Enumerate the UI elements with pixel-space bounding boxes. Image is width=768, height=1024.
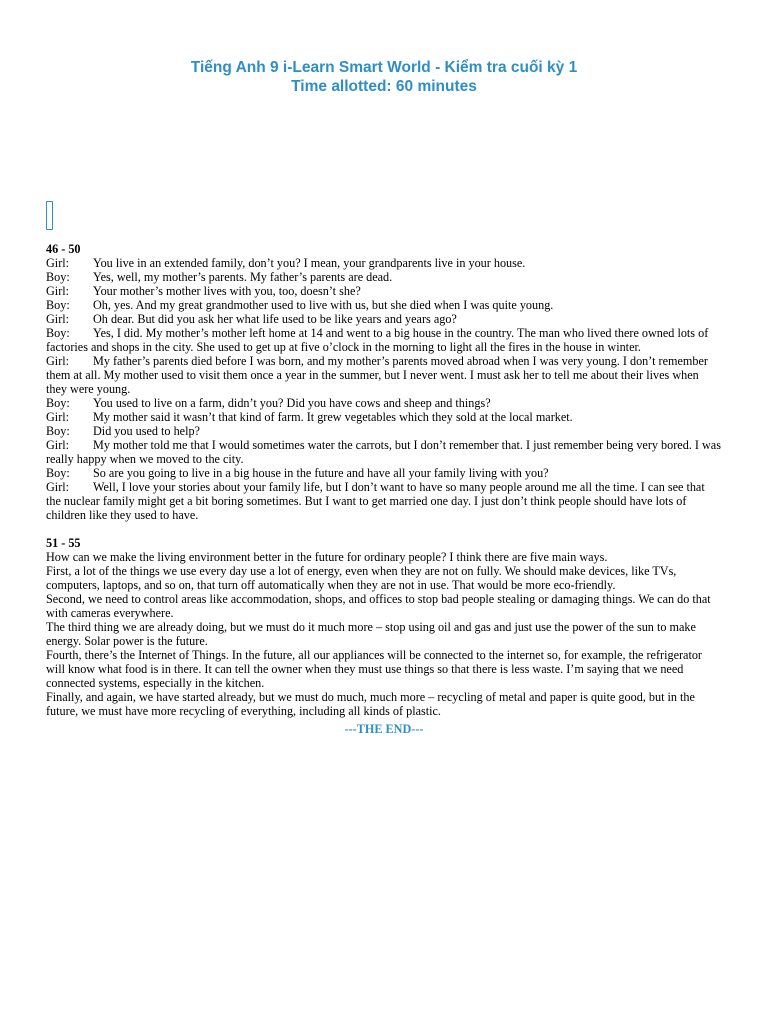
page-title: Tiếng Anh 9 i-Learn Smart World - Kiểm tra cuối kỳ 1 — [190, 59, 578, 76]
dialogue-text: Yes, well, my mother’s parents. My father’s parents are dead. — [93, 270, 393, 284]
monologue-transcript — [46, 550, 722, 718]
speaker-label: Girl: — [46, 354, 70, 368]
speaker-label: Boy: — [46, 298, 70, 312]
dialogue-line — [46, 410, 722, 424]
text-cursor-marker — [46, 201, 53, 230]
dialogue-line — [46, 424, 722, 438]
speaker-label: Girl: — [46, 438, 70, 452]
dialogue-text: Oh, yes. And my great grandmother used to live with us, but she died when I was quite young. — [93, 298, 554, 312]
paragraph: Fourth, there’s the Internet of Things. In the future, all our appliances will be connected to the internet so, for example, the refrigerator will know what food is in there. It can tell the owner when they must use things so that there is less waste. I’m saying that we need connected systems, especially in the kitchen. — [46, 648, 702, 690]
end-marker: ---THE END--- — [344, 722, 424, 736]
paragraph: How can we make the living environment better in the future for ordinary people? I think there are five main ways. — [46, 550, 608, 564]
dialogue-line — [46, 396, 722, 410]
dialogue-line — [46, 438, 722, 466]
dialogue-text: Oh dear. But did you ask her what life used to be like years and years ago? — [93, 312, 457, 326]
document-body — [46, 242, 722, 736]
section-title-51-55: 51 - 55 — [46, 536, 81, 550]
dialogue-line — [46, 256, 722, 270]
dialogue-line — [46, 480, 722, 522]
dialogue-text: You used to live on a farm, didn’t you? Did you have cows and sheep and things? — [93, 396, 491, 410]
dialogue-text: Well, I love your stories about your family life, but I don’t want to have so many people around me all the time. I can see that the nuclear family might get a bit boring sometimes. But I want to get married one day. I just don’t think people should have lots of children like they used to have. — [46, 480, 705, 522]
dialogue-text: My mother said it wasn’t that kind of farm. It grew vegetables which they sold at the local market. — [93, 410, 573, 424]
section-title-46-50: 46 - 50 — [46, 242, 81, 256]
dialogue-line — [46, 326, 722, 354]
dialogue-text: Yes, I did. My mother’s mother left home at 14 and went to a big house in the country. The man who lived there owned lots of factories and shops in the city. She used to get up at five o’clock in the morning to light all the fires in the house in winter. — [46, 326, 709, 354]
dialogue-text: You live in an extended family, don’t you? I mean, your grandparents live in your house. — [93, 256, 526, 270]
page-header — [0, 58, 768, 96]
speaker-label: Boy: — [46, 424, 70, 438]
dialogue-text: My father’s parents died before I was born, and my mother’s parents moved abroad when I was very young. I don’t remember them at all. My mother used to visit them once a year in the summer, but I never went. I must ask her to tell me about their lives when they were young. — [46, 354, 708, 396]
speaker-label: Girl: — [46, 312, 70, 326]
dialogue-line — [46, 270, 722, 284]
speaker-label: Girl: — [46, 410, 70, 424]
speaker-label: Boy: — [46, 466, 70, 480]
dialogue-transcript — [46, 256, 722, 522]
paragraph: Finally, and again, we have started already, but we must do much, much more – recycling of metal and paper is quite good, but in the future, we must have more recycling of everything, including all kinds of plastic. — [46, 690, 695, 718]
speaker-label: Girl: — [46, 284, 70, 298]
paragraph: First, a lot of the things we use every day use a lot of energy, even when they are not on fully. We should make devices, like TVs, computers, laptops, and so on, that turn off automatically when they are not in use. That would be more eco-friendly. — [46, 564, 677, 592]
dialogue-line — [46, 298, 722, 312]
dialogue-text: My mother told me that I would sometimes water the carrots, but I don’t remember that. I just remember being very bored. I was really happy when we moved to the city. — [46, 438, 721, 466]
section-gap — [46, 522, 722, 536]
speaker-label: Boy: — [46, 270, 70, 284]
paragraph: The third thing we are already doing, but we must do it much more – stop using oil and gas and just use the power of the sun to make energy. Solar power is the future. — [46, 620, 696, 648]
paragraph: Second, we need to control areas like accommodation, shops, and offices to stop bad people stealing or damaging things. We can do that with cameras everywhere. — [46, 592, 711, 620]
dialogue-line — [46, 354, 722, 396]
dialogue-line — [46, 466, 722, 480]
speaker-label: Boy: — [46, 326, 70, 340]
dialogue-text: So are you going to live in a big house in the future and have all your family living with you? — [93, 466, 549, 480]
dialogue-line — [46, 284, 722, 298]
speaker-label: Girl: — [46, 256, 70, 270]
dialogue-text: Your mother’s mother lives with you, too, doesn’t she? — [93, 284, 361, 298]
dialogue-line — [46, 312, 722, 326]
speaker-label: Boy: — [46, 396, 70, 410]
dialogue-text: Did you used to help? — [93, 424, 200, 438]
speaker-label: Girl: — [46, 480, 70, 494]
time-allotted: Time allotted: 60 minutes — [291, 78, 477, 95]
